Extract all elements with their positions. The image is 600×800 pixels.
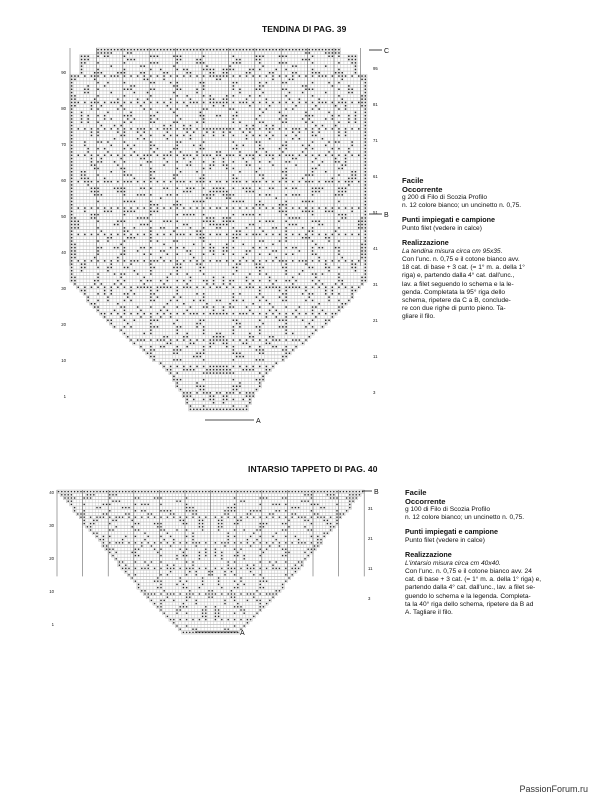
tendina-filet-chart	[55, 40, 395, 430]
section1-title: TENDINA DI PAG. 39	[262, 24, 347, 34]
